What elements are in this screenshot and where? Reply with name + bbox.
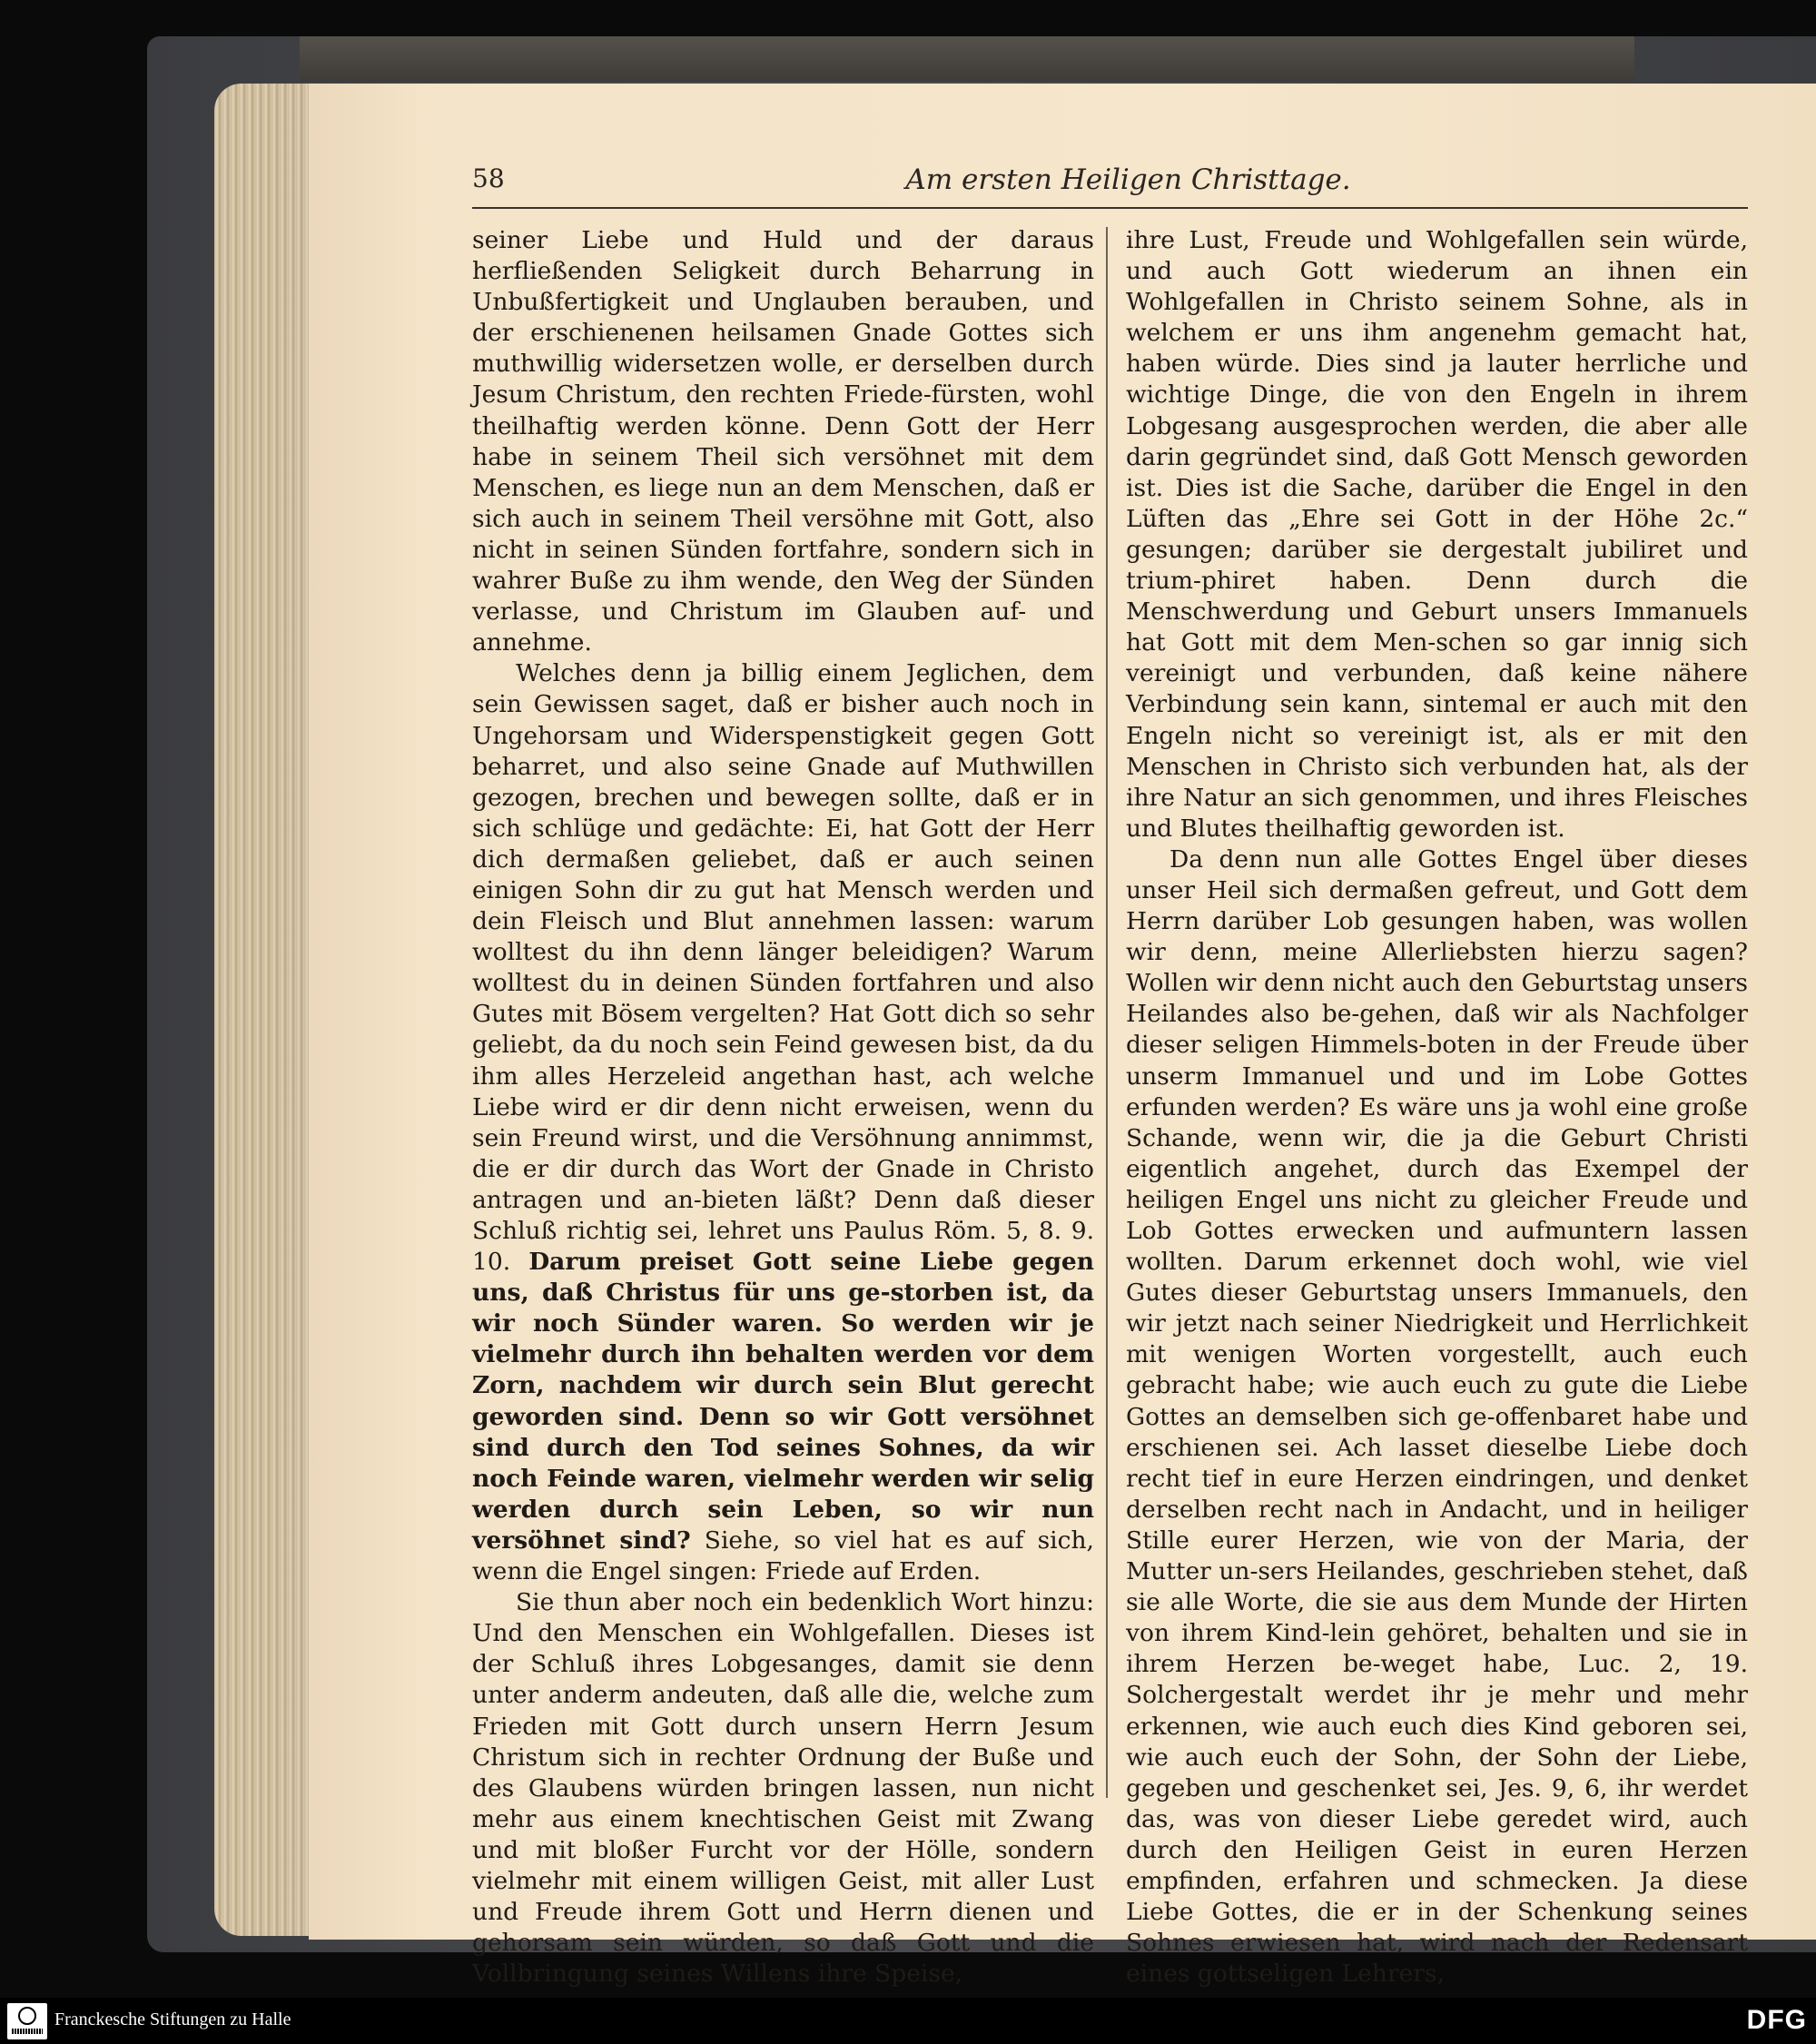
institution-name: Franckesche Stiftungen zu Halle	[54, 2009, 291, 2029]
right-column	[1126, 225, 1748, 1990]
left-paragraph-2-tail: Siehe, so viel hat es auf sich, wenn die Engel singen: Friede auf Erden.	[472, 1526, 1094, 1586]
column-divider	[1106, 227, 1108, 1798]
logo-emblem	[18, 2007, 36, 2025]
dfg-logo: DFG	[1746, 2005, 1807, 2035]
francke-logo-icon	[7, 2003, 47, 2039]
left-column	[472, 225, 1094, 1990]
left-paragraph-3: Sie thun aber noch ein bedenklich Wort hinzu: Und den Menschen ein Wohlgefallen. Dieses ist der Schluß ihres Lobgesanges, damit sie denn unter anderm andeuten, daß alle die, welche zum Frieden mit Gott durch unsern Herrn Jesum Christum sich in rechter Ordnung der Buße und des Glaubens würden bringen lassen, nun nicht mehr aus einem knechtischen Geist mit Zwang und mit bloßer Furcht vor der Hölle, sondern vielmehr mit einem willigen Geist, mit aller Lust und Freude ihrem Gott und Herrn dienen und gehorsam sein würden, so daß Gott und die Vollbringung seines Willens ihre Speise,	[472, 1588, 1094, 1989]
running-title: Am ersten Heiligen Christtage.	[905, 163, 1351, 196]
page-header	[472, 163, 1748, 200]
page-number: 58	[472, 163, 505, 193]
right-paragraph-2: Da denn nun alle Gottes Engel über dieses unser Heil sich dermaßen gefreut, und Gott dem Herrn darüber Lob gesungen haben, was wollen wir denn, meine Allerliebsten hierzu sagen? Wollen wir denn nicht auch den Geburtstag unsers Heilandes also be-gehen, daß wir als Nachfolger dieser seligen Himmels-boten in der Freude über unserm Immanuel und und im Lobe Gottes erfunden werden? Es wäre uns ja wohl eine große Schande, wenn wir, die ja die Geburt Christi eigentlich angehet, durch das Exempel der heiligen Engel uns nicht zu gleicher Freude und Lob Gottes erwecken und aufmuntern lassen wollten. Darum erkennet doch wohl, wie viel Gutes dieser Geburtstag unsers Immanuels, den wir jetzt nach seiner Niedrigkeit und Herrlichkeit mit wenigen Worten vorgestellt, auch euch gebracht habe; wie auch euch zu gute die Liebe Gottes an demselben sich ge-offenbaret habe und erschienen sei. Ach lasset dieselbe Liebe doch recht tief in eure Herzen eindringen, und denket derselben recht nach in Andacht, und in heiliger Stille eurer Herzen, wie von der Maria, der Mutter un-sers Heilandes, geschrieben stehet, daß sie alle Worte, die sie aus dem Munde der Hirten von ihrem Kind-lein gehöret, behalten und sie in ihrem Herzen be-weget habe, Luc. 2, 19. Solchergestalt werdet ihr je mehr und mehr erkennen, wie auch euch dies Kind geboren sei, wie auch euch der Sohn, der Sohn der Liebe, gegeben und geschenket sei, Jes. 9, 6, ihr werdet das, was von dieser Liebe geredet wird, auch durch den Heiligen Geist in euren Herzen empfinden, erfahren und schmecken. Ja diese Liebe Gottes, die er in der Schenkung seines Sohnes erwiesen hat, wird nach der Redensart eines gottseligen Lehrers,	[1126, 844, 1748, 1989]
scripture-quote-bold: Darum preiset Gott seine Liebe gegen uns, daß Christus für uns ge-storben ist, da wir noch Sünder waren. So werden wir je vielmehr durch ihn behalten werden vor dem Zorn, nachdem wir durch sein Blut gerecht geworden sind. Denn so wir Gott versöhnet sind durch den Tod seines Sohnes, da wir noch Feinde waren, vielmehr werden wir selig werden durch sein Leben, so wir nun versöhnet sind?	[472, 1248, 1094, 1555]
book-spine-edge	[300, 36, 1634, 82]
page-edges	[214, 84, 314, 1936]
left-paragraph-2	[472, 658, 1094, 1587]
logo-wordmark	[12, 2029, 43, 2034]
right-paragraph-1: ihre Lust, Freude und Wohlgefallen sein würde, und auch Gott wiederum an ihnen ein Wohlgefallen in Christo seinem Sohne, als in welchem er uns ihm angenehm gemacht hat, haben würde. Dies sind ja lauter herrliche und wichtige Dinge, die von den Engeln in ihrem Lobgesang ausgesprochen werden, die aber alle darin gegründet sind, daß Gott Mensch geworden ist. Dies ist die Sache, darüber die Engel in den Lüften das „Ehre sei Gott in der Höhe 2c.“ gesungen; darüber sie dergestalt jubiliret und trium-phiret haben. Denn durch die Menschwerdung und Geburt unsers Immanuels hat Gott mit dem Men-schen so gar innig sich vereinigt und verbunden, daß keine nähere Verbindung sein kann, sintemal er auch mit den Engeln nicht so vereinigt ist, als er mit den Menschen in Christo sich verbunden hat, als der ihre Natur an sich genommen, und ihres Fleisches und Blutes theilhaftig geworden ist.	[1126, 226, 1748, 843]
header-rule	[472, 207, 1748, 209]
left-paragraph-2-text: Welches denn ja billig einem Jeglichen, dem sein Gewissen saget, daß er bisher auch noch in Ungehorsam und Widerspenstigkeit gegen Gott beharret, und also seine Gnade auf Muthwillen gezogen, brechen und bewegen sollte, daß er in sich schlüge und gedächte: Ei, hat Gott der Herr dich dermaßen geliebet, daß er auch seinen einigen Sohn dir zu gut hat Mensch werden und dein Fleisch und Blut annehmen lassen: warum wolltest du ihn denn länger beleidigen? Warum wolltest du in deinen Sünden fortfahren und also Gutes mit Bösem vergelten? Hat Gott dich so sehr geliebt, da du noch sein Feind gewesen bist, da du ihm alles Herzeleid angethan hast, ach welche Liebe wird er dir denn nicht erweisen, wenn du sein Freund wirst, und die Versöhnung annimmst, die er dir durch das Wort der Gnade in Christo antragen und an-bieten läßt? Denn daß dieser Schluß richtig sei, lehret uns Paulus Röm. 5, 8. 9. 10.	[472, 659, 1094, 1277]
viewer-footer	[0, 1998, 1816, 2044]
left-paragraph-1: seiner Liebe und Huld und der daraus herfließenden Seligkeit durch Beharrung in Unbußfertigkeit und Unglauben berauben, und der erschienenen heilsamen Gnade Gottes sich muthwillig widersetzen wolle, er derselben durch Jesum Christum, den rechten Friede-fürsten, wohl theilhaftig werden könne. Denn Gott der Herr habe in seinem Theil sich versöhnet mit dem Menschen, es liege nun an dem Menschen, daß er sich auch in seinem Theil versöhne mit Gott, also nicht in seinen Sünden fortfahre, sondern sich in wahrer Buße zu ihm wende, den Weg der Sünden verlasse, und Christum im Glauben auf- und annehme.	[472, 226, 1094, 657]
